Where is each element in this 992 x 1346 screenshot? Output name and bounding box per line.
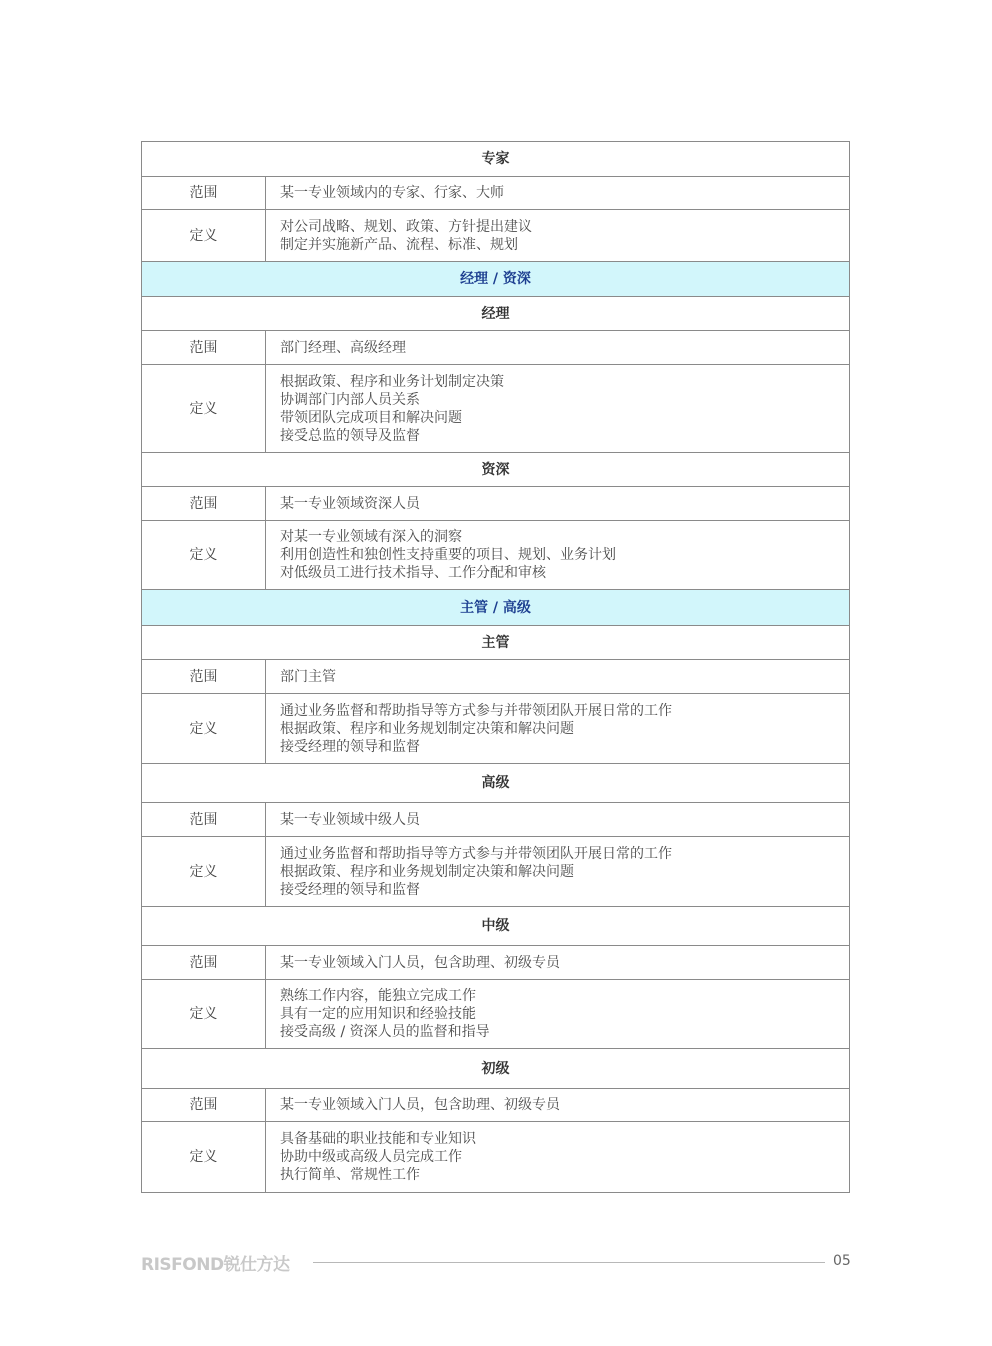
definition-line: 根据政策、程序和业务规划制定决策和解决问题 [280,720,574,737]
definition-line: 熟练工作内容，能独立完成工作 [280,988,476,1004]
definition-line: 具备基础的职业技能和专业知识 [280,1131,476,1147]
definition-row [142,521,850,590]
definition-row [142,694,850,764]
section-title-row [142,907,850,946]
definition-label: 定义 [142,694,266,764]
band-row [142,262,850,297]
section-title-row [142,297,850,331]
definition-label: 定义 [142,210,266,262]
definition-line: 制定并实施新产品、流程、标准、规划 [280,236,518,253]
scope-label: 范围 [142,946,266,980]
definition-line: 带领团队完成项目和解决问题 [280,409,462,426]
page-footer [0,1246,992,1278]
band-row [142,590,850,626]
footer-divider [313,1262,825,1263]
definition-text [266,694,850,764]
definition-text [266,365,850,453]
section-title-senior: 资深 [142,453,850,487]
definition-label: 定义 [142,980,266,1049]
job-grade-table [141,141,850,1193]
band-supervisor-advanced: 主管 / 高级 [142,590,850,626]
definition-line: 接受经理的领导和监督 [280,881,420,898]
definition-line: 对低级员工进行技术指导、工作分配和审核 [280,565,546,581]
definition-row [142,1122,850,1193]
scope-row [142,660,850,694]
definition-label: 定义 [142,837,266,907]
scope-text: 某一专业领域入门人员，包含助理、初级专员 [266,946,850,980]
definition-text [266,210,850,262]
scope-label: 范围 [142,660,266,694]
definition-line: 根据政策、程序和业务规划制定决策和解决问题 [280,863,574,880]
section-title-row [142,626,850,660]
definition-line: 对公司战略、规划、政策、方针提出建议 [280,218,532,235]
definition-row [142,365,850,453]
definition-line: 利用创造性和独创性支持重要的项目、规划、业务计划 [280,547,616,563]
section-title-row [142,142,850,177]
scope-row [142,177,850,210]
definition-label: 定义 [142,521,266,590]
definition-text [266,1122,850,1193]
definition-text [266,980,850,1049]
page-number: 05 [833,1253,851,1269]
scope-row [142,803,850,837]
section-title-junior: 初级 [142,1049,850,1089]
scope-text: 某一专业领域中级人员 [266,803,850,837]
definition-label: 定义 [142,365,266,453]
section-title-advanced: 高级 [142,764,850,803]
definition-line: 协助中级或高级人员完成工作 [280,1149,462,1165]
scope-text: 某一专业领域入门人员，包含助理、初级专员 [266,1089,850,1122]
definition-line: 具有一定的应用知识和经验技能 [280,1006,476,1022]
scope-text: 部门主管 [266,660,850,694]
section-title-intermediate: 中级 [142,907,850,946]
definition-row [142,980,850,1049]
scope-row [142,1089,850,1122]
definition-line: 接受总监的领导及监督 [280,427,420,444]
scope-label: 范围 [142,487,266,521]
definition-row [142,837,850,907]
definition-row [142,210,850,262]
definition-label: 定义 [142,1122,266,1193]
section-title-row [142,1049,850,1089]
scope-row [142,331,850,365]
scope-text: 某一专业领域资深人员 [266,487,850,521]
scope-label: 范围 [142,1089,266,1122]
scope-row [142,487,850,521]
scope-text: 某一专业领域内的专家、行家、大师 [266,177,850,210]
scope-label: 范围 [142,803,266,837]
company-logo: RISFOND锐仕方达 [141,1255,290,1275]
definition-line: 接受高级 / 资深人员的监督和指导 [280,1024,490,1040]
definition-line: 通过业务监督和帮助指导等方式参与并带领团队开展日常的工作 [280,845,672,862]
definition-line: 协调部门内部人员关系 [280,391,420,408]
definition-line: 通过业务监督和帮助指导等方式参与并带领团队开展日常的工作 [280,702,672,719]
definition-text [266,837,850,907]
definition-line: 对某一专业领域有深入的洞察 [280,529,462,545]
scope-text: 部门经理、高级经理 [266,331,850,365]
section-title-expert: 专家 [142,142,850,177]
band-manager-senior: 经理 / 资深 [142,262,850,297]
definition-line: 接受经理的领导和监督 [280,738,420,755]
section-title-row [142,453,850,487]
section-title-row [142,764,850,803]
definition-line: 根据政策、程序和业务计划制定决策 [280,373,504,390]
scope-label: 范围 [142,177,266,210]
scope-row [142,946,850,980]
section-title-manager: 经理 [142,297,850,331]
definition-line: 执行简单、常规性工作 [280,1167,420,1183]
section-title-supervisor: 主管 [142,626,850,660]
definition-text [266,521,850,590]
scope-label: 范围 [142,331,266,365]
